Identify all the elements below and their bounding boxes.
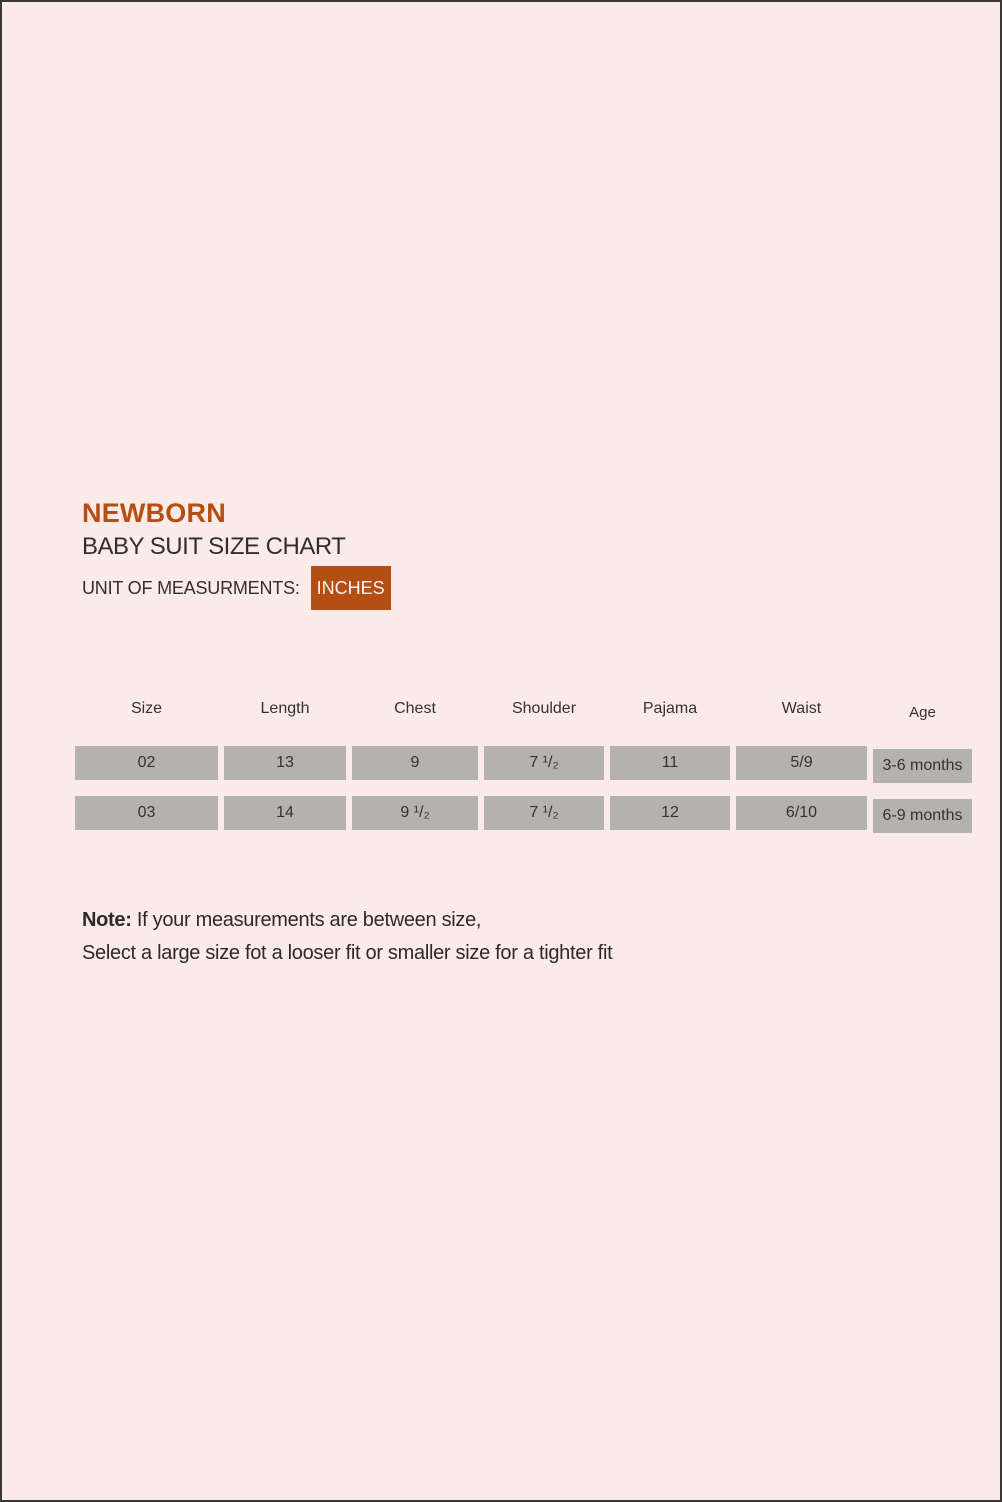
heading-block xyxy=(82,498,345,561)
cell-pajama: 11 xyxy=(610,746,730,780)
cell-waist: 6/10 xyxy=(736,796,867,830)
cell-waist: 5/9 xyxy=(736,746,867,780)
column-header-chest: Chest xyxy=(394,700,436,717)
unit-value-badge: INCHES xyxy=(311,566,391,610)
cell-length: 13 xyxy=(224,746,346,780)
cell-age: 6-9 months xyxy=(873,799,972,833)
column-header-length: Length xyxy=(260,700,310,717)
column-header-age: Age xyxy=(909,703,936,721)
cell-pajama: 12 xyxy=(610,796,730,830)
column-header-shoulder: Shoulder xyxy=(511,700,577,717)
note-line-1-text: If your measurements are between size, xyxy=(131,909,482,931)
size-chart-table xyxy=(75,694,972,846)
column-header-waist: Waist xyxy=(781,700,822,717)
table-row xyxy=(75,746,972,780)
note-text xyxy=(82,904,612,970)
category-title: NEWBORN xyxy=(82,498,226,528)
cell-chest: 9 ¹/₂ xyxy=(352,796,478,830)
page-title: BABY SUIT SIZE CHART xyxy=(82,533,346,560)
cell-chest: 9 xyxy=(352,746,478,780)
unit-label: UNIT OF MEASURMENTS: xyxy=(82,577,300,598)
column-header-size: Size xyxy=(130,700,163,717)
table-row xyxy=(75,796,972,830)
note-label: Note: xyxy=(82,909,132,931)
column-header-pajama: Pajama xyxy=(642,700,698,717)
cell-size: 02 xyxy=(75,746,218,780)
cell-size: 03 xyxy=(75,796,218,830)
cell-shoulder: 7 ¹/₂ xyxy=(484,746,604,780)
cell-age: 3-6 months xyxy=(873,749,972,783)
note-line-2: Select a large size fot a looser fit or smaller size for a tighter fit xyxy=(82,942,613,964)
cell-shoulder: 7 ¹/₂ xyxy=(484,796,604,830)
unit-of-measurement-row xyxy=(82,566,391,610)
table-header-row xyxy=(75,694,972,724)
note-line-1 xyxy=(82,904,612,937)
cell-length: 14 xyxy=(224,796,346,830)
